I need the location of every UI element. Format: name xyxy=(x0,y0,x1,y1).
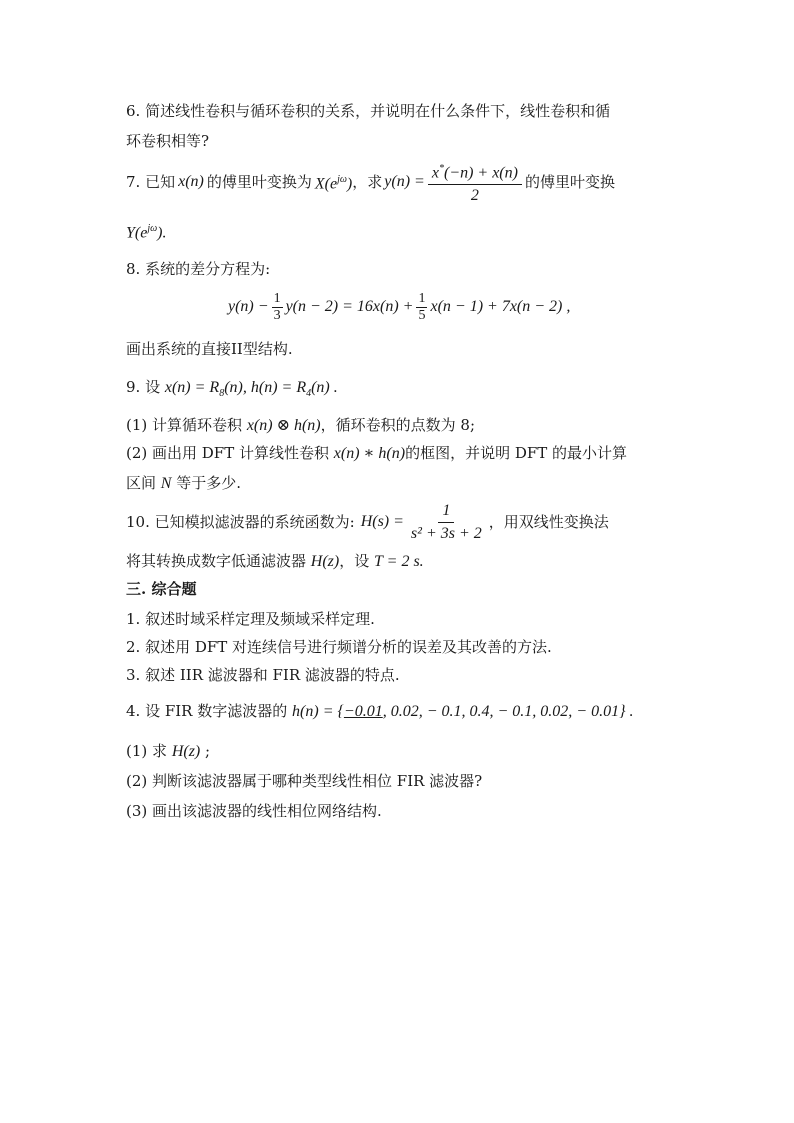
q8-equation xyxy=(228,284,570,330)
q9-definition: $x(n) = R_8(n)$, $h(n) = R_4(n)$ . xyxy=(164,379,338,400)
q7-numerator: x*(−n) + x(n) xyxy=(428,159,522,185)
section3-Hz: H(z) xyxy=(171,743,201,760)
q9-part2: (2) 画出用 DFT 计算线性卷积 x(n) ∗ h(n)的框图，并说明 DFT 的最小计算 xyxy=(126,444,628,462)
q10-fraction xyxy=(407,501,486,544)
q9-circ-conv: x(n) ⊗ h(n) xyxy=(246,417,321,434)
q9-lin-conv: x(n) ∗ h(n) xyxy=(333,445,406,462)
q8-line3: 画出系统的直接II型结构. xyxy=(126,340,293,358)
section3-sub3: (3) 画出该滤波器的线性相位网络结构. xyxy=(126,802,382,820)
section3-item3: 3. 叙述 IIR 滤波器和 FIR 滤波器的特点. xyxy=(126,666,400,684)
q8-eq-part2: y(n − 2) = 16x(n) + xyxy=(285,298,414,315)
q10-line2: 将其转换成数字低通滤波器 H(z)，设 T = 2 s. xyxy=(126,552,424,570)
q7-x-n: x(n) xyxy=(178,173,204,191)
q8-frac2 xyxy=(416,291,427,324)
q10-line1: 10. 已知模拟滤波器的系统函数为: H(s) = $\frac{1}{\text{s² + 3s + 2}}$ ，用双线性变换法 xyxy=(126,500,609,544)
q7-fraction xyxy=(428,159,522,206)
q10-Hz: H(z) xyxy=(310,553,340,570)
q8-frac1 xyxy=(272,291,283,324)
q9-N: N xyxy=(160,475,172,492)
q7-line2: $Y(e^{j\omega})$. xyxy=(126,223,167,242)
q9-part1: (1) 计算循环卷积 x(n) ⊗ h(n)，循环卷积的点数为 8; xyxy=(126,416,476,434)
section3-sub2: (2) 判断该滤波器属于哪种类型线性相位 FIR 滤波器? xyxy=(126,772,483,790)
q10-T: T = 2 s. xyxy=(374,553,424,570)
q7-suffix: 的傅里叶变换 xyxy=(524,173,615,192)
q6-line2: 环卷积相等? xyxy=(126,132,210,150)
section3-item4-eq: h(n) = {−0.01, 0.02, − 0.1, 0.4, − 0.1, 0.02, − 0.01} . xyxy=(292,703,634,720)
q8-frac1-num: 1 xyxy=(273,290,281,306)
q7-y-eq: y(n) = xyxy=(384,173,425,191)
q8-frac1-den: 3 xyxy=(273,307,281,323)
q9-line1: 9. 设 $x(n) = R_8(n)$, $h(n) = R_4(n)$ . xyxy=(126,378,338,400)
q10-H-eq: H(s) = xyxy=(360,513,404,530)
q8-line1: 8. 系统的差分方程为: xyxy=(126,260,271,278)
section3-item1: 1. 叙述时域采样定理及频域采样定理. xyxy=(126,610,375,628)
q8-eq-part3: x(n − 1) + 7x(n − 2) , xyxy=(430,298,571,315)
q8-frac2-den: 5 xyxy=(418,307,426,323)
q10-num: 1 xyxy=(438,501,454,523)
section3-item4: 4. 设 FIR 数字滤波器的 h(n) = {−0.01, 0.02, − 0.1, 0.4, − 0.1, 0.02, − 0.01} . xyxy=(126,702,634,720)
q7-line1 xyxy=(126,158,615,206)
section3-heading: 三. 综合题 xyxy=(126,580,197,598)
section3-sub1: (1) 求 H(z) ; xyxy=(126,742,211,760)
q8-eq-part1: y(n) − xyxy=(228,298,269,315)
q7-X: $X(e^{j\omega})$ xyxy=(314,174,353,193)
q7-mid2: ，求 xyxy=(352,173,383,192)
q8-frac2-num: 1 xyxy=(418,290,426,306)
q9-part2-line2: 区间 N 等于多少. xyxy=(126,474,242,492)
q7-denominator: 2 xyxy=(470,186,479,204)
q7-mid1: 的傅里叶变换为 xyxy=(206,173,312,192)
q10-den: s² + 3s + 2 xyxy=(410,524,482,542)
q6-line1: 6. 简述线性卷积与循环卷积的关系，并说明在什么条件下，线性卷积和循 xyxy=(126,102,611,120)
q7-prefix: 7. 已知 xyxy=(126,173,176,192)
section3-item2: 2. 叙述用 DFT 对连续信号进行频谱分析的误差及其改善的方法. xyxy=(126,638,552,656)
